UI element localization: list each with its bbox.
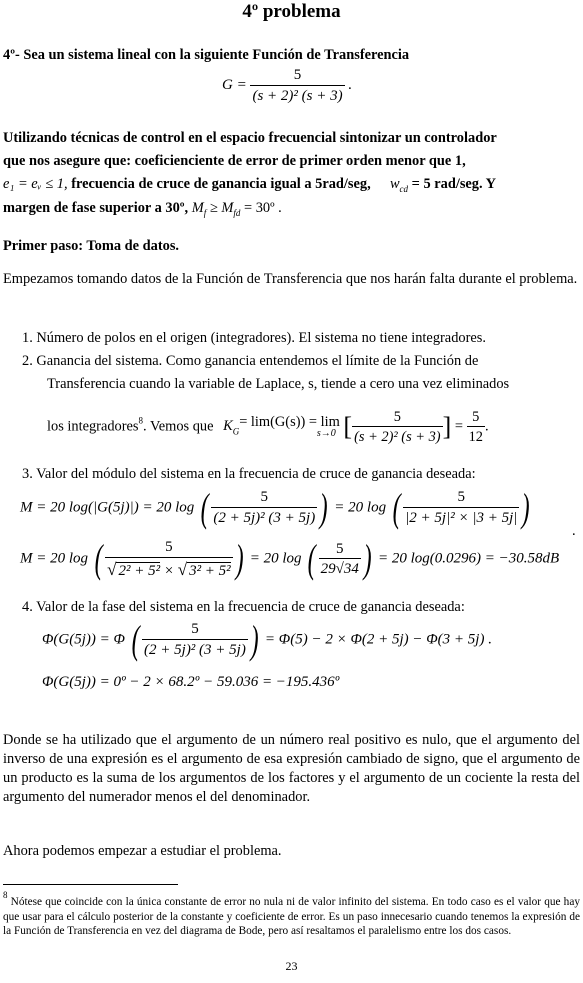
- kg-symbol: K: [223, 418, 233, 435]
- step1-heading: Primer paso: Toma de datos.: [3, 238, 180, 254]
- mod-b-frac: [105, 538, 233, 581]
- phase-margin-text: margen de fase superior a 30º,: [3, 200, 189, 216]
- limit-text: = lim(G(s)) = lim: [239, 413, 340, 430]
- statement-line-1: 4º- Sea un sistema lineal con la siguiente Función de Transferencia: [3, 47, 410, 63]
- item-1: 1. Número de polos en el origen (integradores). El sistema no tiene integradores.: [22, 330, 486, 346]
- item-3-label: 3. Valor del módulo del sistema en la frecuencia de cruce de ganancia deseada:: [22, 466, 476, 482]
- gain-denominator: (s + 2)² (s + 3): [352, 426, 442, 446]
- mfd-subscript: fd: [233, 208, 241, 218]
- gain-fraction: [352, 408, 442, 446]
- mod-b-num: 5: [165, 539, 173, 555]
- mod-a-num: 5: [260, 489, 269, 506]
- tf-fraction: [250, 66, 344, 106]
- w-subscript: cd: [399, 184, 409, 194]
- phase-a-lhs: Φ(G(5j)) = Φ: [42, 631, 125, 648]
- item-2-gain-equation: los integradores$^8$. Vemos que $K_G$ = lim(G(s)) = lim s→0 [ $\frac{5}{\text{(s + 2)² (s + 3)}}$ ] = $\frac{5}{12}$ .: [47, 409, 489, 445]
- mod-a-frac: [211, 488, 317, 528]
- phase-a-num: 5: [191, 621, 199, 638]
- phase-a-den: (2 + 5j)² (3 + 5j): [142, 639, 248, 660]
- mfd-symbol: ≥ M: [206, 200, 234, 216]
- closing-paragraph: Donde se ha utilizado que el argumento de un número real positivo es nulo, que el argumento del inverso de una expresión es el argumento de esa expresión cambiado de signo, que el argumento de un producto es la suma de los argumentos de los factores y el argumento de un cociente la resta del argumento del numerador menos el del denominador.: [3, 732, 580, 806]
- mod-a-mid: = 20 log: [334, 499, 387, 516]
- statement-line-3: que nos asegure que: coeficienciente de error de primer orden menor que 1,: [3, 153, 466, 169]
- tf-denominator: (s + 2)² (s + 3): [250, 85, 344, 106]
- footnote-text: Nótese que coincide con la única constante de error no nula ni de valor infinito del sistema. En todo caso es el valor que hay que usar para el cálculo posterior de la constante y coeficiente de error. Es un paso innecesario cuando tenemos la expresión de la Función de Transferencia en vez del diagrama de Bode, pero así resaltamos el paralelismo entre los dos casos.: [3, 896, 580, 938]
- phase-equation-b: Φ(G(5j)) = 0º − 2 × 68.2º − 59.036 = −195.436º: [42, 674, 340, 690]
- item-4-label: 4. Valor de la fase del sistema en la frecuencia de cruce de ganancia deseada:: [22, 599, 465, 615]
- item-2-line-2: Transferencia cuando la variable de Laplace, s, tiende a cero una vez eliminados: [47, 376, 510, 392]
- eq-lhs: G =: [222, 77, 247, 94]
- mod-b-den: √ 2² + 5² × √ 3² + 5²: [105, 557, 233, 581]
- mod-a-frac2: [403, 488, 519, 528]
- closing-paragraph-2: Ahora podemos empezar a estudiar el problema.: [3, 843, 282, 859]
- mod-a-den2: |2 + 5j|² × |3 + 5j|: [403, 507, 519, 528]
- mod-a-den2b: |3 + 5j|: [472, 510, 518, 526]
- transfer-function-equation: [222, 66, 352, 106]
- intro-paragraph: Empezamos tomando datos de la Función de Transferencia que nos harán falta durante el problema.: [3, 271, 578, 287]
- mod-b-frac2: [319, 540, 361, 580]
- gain-result: [467, 408, 485, 446]
- modulus-equation-a: M = 20 log(|G(5j)|) = 20 log ( $\frac{5}{\text{(2 + 5j)² (3 + 5j)}}$ ) = 20 log ( $\frac{5}{\text{|2 + 5j|² × |3 + 5j|}}$ ): [20, 485, 531, 530]
- error-coefficient-math: e₁ = eᵥ ≤ 1,: [3, 176, 68, 192]
- item-2-line-3b: . Vemos que: [143, 418, 214, 435]
- gain-result-num: 5: [472, 409, 480, 425]
- gain-result-den: 12: [467, 426, 485, 446]
- page-number: 23: [285, 959, 298, 973]
- phase-equation-a: Φ(G(5j)) = Φ ( $\frac{5}{\text{(2 + 5j)² (3 + 5j)}}$ ) = Φ(5) − 2 × Φ(2 + 5j) − Φ(3 + 5j) .: [42, 617, 492, 662]
- statement-line-2: Utilizando técnicas de control en el espacio frecuencial sintonizar un controlador: [3, 130, 497, 146]
- mod-b-num2: 5: [336, 540, 344, 557]
- mod-b-den-a: 2² + 5²: [118, 562, 161, 579]
- footnote: [3, 890, 580, 939]
- w-symbol: w: [389, 176, 400, 192]
- phase-a-end: = Φ(5) − 2 × Φ(2 + 5j) − Φ(3 + 5j) .: [264, 631, 492, 648]
- gain-end: .: [484, 418, 489, 435]
- gain-equals: =: [454, 418, 463, 435]
- phase-margin-value: = 30º .: [240, 200, 282, 216]
- footnote-mark: 8: [3, 890, 8, 900]
- mod-a-den: (2 + 5j)² (3 + 5j): [211, 507, 317, 528]
- mf-subscript: f: [203, 208, 207, 218]
- tf-numerator: 5: [293, 67, 302, 83]
- mod-a-den2a: |2 + 5j|²: [405, 510, 455, 526]
- item-2-line-1: 2. Ganancia del sistema. Como ganancia entendemos el límite de la Función de: [22, 353, 479, 369]
- mod-b-den2: 29√34: [319, 558, 361, 579]
- mod-a-lhs: M = 20 log(|G(5j)|) = 20 log: [20, 499, 195, 516]
- mod-b-lhs: M = 20 log: [20, 550, 89, 567]
- crossover-value: = 5 rad/seg. Y: [408, 176, 497, 192]
- limit-expression: [239, 415, 340, 439]
- footnote-ref: 8: [138, 415, 144, 426]
- mod-a-end: .: [572, 523, 576, 539]
- limit-subscript: s→0: [316, 428, 336, 440]
- phase-a-frac: [142, 620, 248, 660]
- mod-a-num2: 5: [457, 489, 466, 506]
- gain-numerator: 5: [393, 409, 401, 425]
- mf-symbol: M: [191, 200, 204, 216]
- page-title: 4º problema: [242, 1, 341, 22]
- modulus-equation-b: M = 20 log ( $\frac{5}{\text{√ 2² + 5² × √ 3² + 5²}}$ ) = 20 log ( $\frac{5}{29√34}$ ) = 20 log(0.0296) = −30.58dB: [20, 536, 560, 582]
- statement-line-5: [3, 199, 282, 219]
- footnote-separator: [3, 884, 178, 885]
- statement-line-4: [3, 175, 496, 195]
- crossover-text: frecuencia de cruce de ganancia igual a 5rad/seg,: [67, 176, 371, 192]
- mod-b-den-b: 3² + 5²: [189, 562, 231, 579]
- eq-end: .: [348, 77, 353, 94]
- kg-subscript: G: [232, 426, 240, 437]
- mod-b-mid: = 20 log: [249, 550, 302, 567]
- mod-b-end: = 20 log(0.0296) = −30.58dB: [377, 550, 560, 567]
- item-2-line-3: los integradores: [47, 418, 139, 435]
